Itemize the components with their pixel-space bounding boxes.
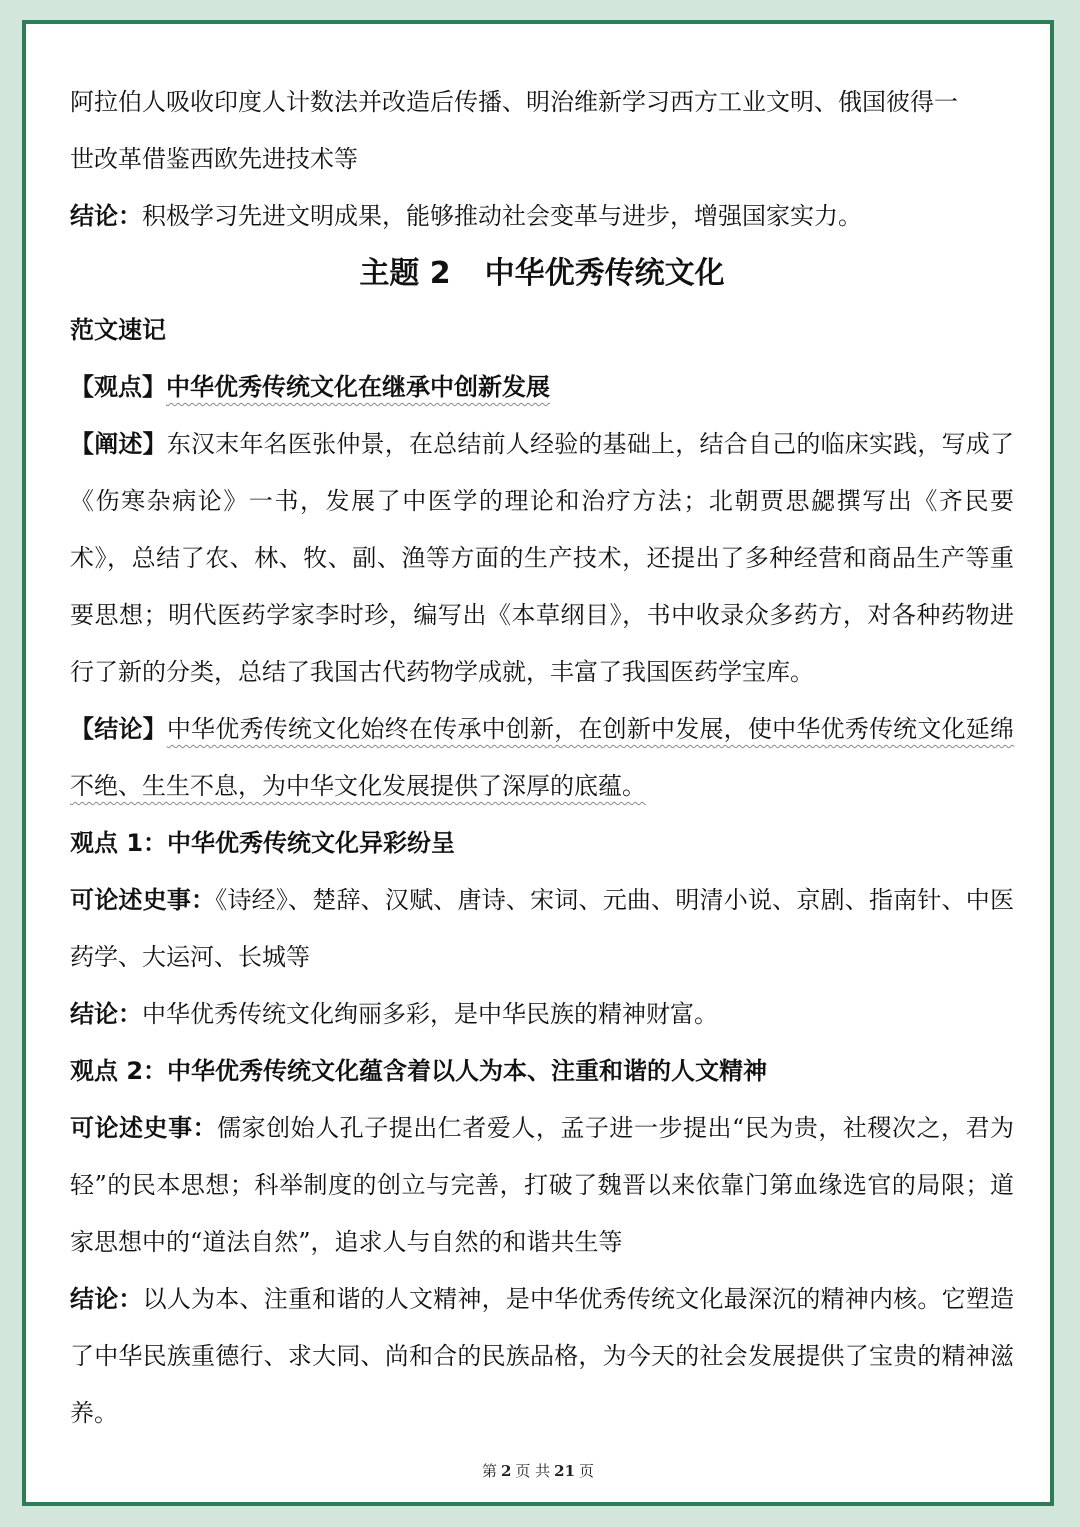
view1-conclusion-label: 结论： [70,1000,142,1028]
view1-conclusion [70,986,1014,1043]
essay-conclusion-label: 【结论】 [70,715,167,743]
view1-facts-label: 可论述史事： [70,886,216,914]
theme-title [70,245,1014,302]
view2-conclusion-text: 以人为本、注重和谐的人文精神，是中华优秀传统文化最深沉的精神内核。它塑造了中华民族重德行、求大同、尚和合的民族品格，为今天的社会发展提供了宝贵的精神滋养。 [70,1285,1015,1427]
footer-mid: 页 共 [515,1462,551,1480]
view1-title: 观点 1：中华优秀传统文化异彩纷呈 [70,829,456,857]
essay-elaboration-text: 东汉末年名医张仲景，在总结前人经验的基础上，结合自己的临床实践，写成了《伤寒杂病论》一书，发展了中医学的理论和治疗方法；北朝贾思勰撰写出《齐民要术》，总结了农、林、牧、副、渔等方面的生产技术，还提出了多种经营和商品生产等重要思想；明代医药学家李时珍，编写出《本草纲目》，书中收录众多药方，对各种药物进行了新的分类，总结了我国古代药物学成就，丰富了我国医药学宝库。 [70,430,1014,686]
essay-view-label: 【观点】 [70,373,166,401]
document-page [22,20,1054,1506]
essay-conclusion [70,701,1014,815]
theme-number: 主题 2 [359,256,451,291]
view2-facts [70,1100,1014,1271]
view1-facts-text: 《诗经》、楚辞、汉赋、唐诗、宋词、元曲、明清小说、京剧、指南针、中医药学、大运河、长城等 [70,886,1015,971]
footer-suffix: 页 [579,1462,595,1480]
view2-facts-text: 儒家创始人孔子提出仁者爱人，孟子进一步提出“民为贵，社稷次之，君为轻”的民本思想；科举制度的创立与完善，打破了魏晋以来依靠门第血缘选官的局限；道家思想中的“道法自然”，追求人与自然的和谐共生等 [70,1114,1014,1256]
page-content [70,74,1014,1442]
intro-conclusion-label: 结论： [70,202,142,230]
intro-line-2: 世改革借鉴西欧先进技术等 [70,145,358,173]
footer-total-pages: 21 [554,1462,576,1480]
footer-page-number: 2 [500,1462,512,1480]
essay-conclusion-text: 中华优秀传统文化始终在传承中创新，在创新中发展，使中华优秀传统文化延绵不绝、生生不息，为中华文化发展提供了深厚的底蕴。 [70,715,1014,800]
view1-conclusion-text: 中华优秀传统文化绚丽多彩，是中华民族的精神财富。 [142,1000,718,1028]
theme-name: 中华优秀传统文化 [484,256,725,291]
intro-conclusion-text: 积极学习先进文明成果，能够推动社会变革与进步，增强国家实力。 [142,202,862,230]
view2-title: 观点 2：中华优秀传统文化蕴含着以人为本、注重和谐的人文精神 [70,1057,768,1085]
footer-prefix: 第 [481,1462,497,1480]
essay-elaboration [70,416,1014,701]
intro-line-1: 阿拉伯人吸收印度人计数法并改造后传播、明治维新学习西方工业文明、俄国彼得一 [70,88,958,116]
essay-view-text: 中华优秀传统文化在继承中创新发展 [166,373,550,401]
section-label: 范文速记 [70,316,166,344]
page-footer [26,1460,1050,1481]
intro-conclusion [70,188,1014,245]
view1-facts [70,872,1014,986]
view2-facts-label: 可论述史事： [70,1114,218,1142]
essay-view [70,359,1014,416]
essay-elaboration-label: 【阐述】 [70,430,167,458]
view2-conclusion-label: 结论： [70,1285,143,1313]
view2-conclusion [70,1271,1014,1442]
